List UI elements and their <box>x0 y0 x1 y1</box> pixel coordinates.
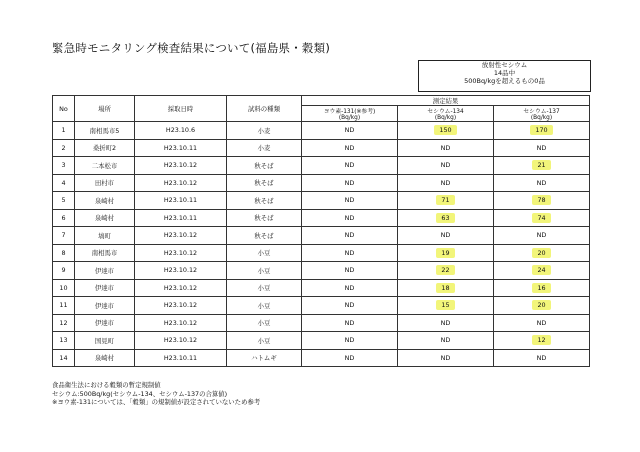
cell-cs134 <box>398 314 494 332</box>
cell-place-value: 国見町 <box>94 336 115 345</box>
cell-place-value: 伊達市 <box>94 284 115 293</box>
cell-no-value: 14 <box>59 353 68 362</box>
header-cs137-label: セシウム-137 <box>523 109 560 115</box>
cell-date <box>135 192 227 210</box>
footnote-line-3: ※ヨウ素-131については、「穀類」の規制値が設定されていないため参考 <box>52 398 261 407</box>
cell-iodine <box>302 227 398 245</box>
cell-iodine-value: ND <box>344 213 355 222</box>
cell-cs137-value: 24 <box>532 265 550 275</box>
cell-date <box>135 139 227 157</box>
cell-place <box>75 209 135 227</box>
cell-no <box>53 262 75 280</box>
cell-date-value: H23.10.12 <box>163 318 198 327</box>
cell-cs137 <box>494 244 590 262</box>
cell-date <box>135 209 227 227</box>
results-body <box>53 122 590 367</box>
header-cs134 <box>398 106 494 122</box>
cell-iodine <box>302 174 398 192</box>
cell-date <box>135 122 227 140</box>
cell-iodine <box>302 349 398 367</box>
cell-date-value: H23.10.6 <box>165 126 196 135</box>
cell-place-value: 塙町 <box>98 231 111 240</box>
cell-place <box>75 332 135 350</box>
cell-cs137-value: 20 <box>532 300 550 310</box>
cell-iodine <box>302 139 398 157</box>
cell-sample <box>227 139 302 157</box>
cell-cs137 <box>494 297 590 315</box>
cell-cs134 <box>398 349 494 367</box>
cell-place <box>75 349 135 367</box>
cell-iodine-value: ND <box>344 126 355 135</box>
summary-line-3: 500Bq/kgを超えるもの0品 <box>464 77 545 85</box>
cell-cs134 <box>398 297 494 315</box>
header-iodine-unit: (Bq/kg) <box>338 115 361 121</box>
cell-place <box>75 227 135 245</box>
cell-no <box>53 139 75 157</box>
cell-place <box>75 244 135 262</box>
cell-date-value: H23.10.12 <box>163 161 198 170</box>
cell-place <box>75 122 135 140</box>
cell-date <box>135 297 227 315</box>
cell-cs137-value: ND <box>536 143 547 152</box>
cell-no-value: 7 <box>61 231 66 240</box>
cell-no-value: 12 <box>59 318 68 327</box>
header-measured: 測定結果 <box>302 96 590 106</box>
cell-cs134 <box>398 244 494 262</box>
cell-cs137 <box>494 139 590 157</box>
cell-cs137 <box>494 122 590 140</box>
cell-iodine <box>302 192 398 210</box>
cell-date <box>135 349 227 367</box>
cell-no <box>53 157 75 175</box>
cell-iodine-value: ND <box>344 353 355 362</box>
cell-cs134 <box>398 139 494 157</box>
cell-iodine <box>302 157 398 175</box>
cell-no <box>53 349 75 367</box>
cell-iodine-value: ND <box>344 266 355 275</box>
cell-iodine <box>302 262 398 280</box>
cell-iodine <box>302 244 398 262</box>
cell-iodine-value: ND <box>344 231 355 240</box>
cell-cs134-value: ND <box>440 231 451 240</box>
cell-cs134 <box>398 157 494 175</box>
cell-sample-value: 小豆 <box>257 266 271 275</box>
cell-no <box>53 227 75 245</box>
cell-date-value: H23.10.11 <box>163 143 198 152</box>
cell-place-value: 泉崎村 <box>94 214 115 223</box>
cell-date-value: H23.10.11 <box>163 353 198 362</box>
cell-date <box>135 279 227 297</box>
cell-cs134-value: 71 <box>436 195 454 205</box>
cell-date <box>135 244 227 262</box>
cell-cs134-value: ND <box>440 318 451 327</box>
cell-sample <box>227 157 302 175</box>
cell-cs134 <box>398 209 494 227</box>
header-no: No <box>53 96 75 122</box>
cell-no-value: 5 <box>61 196 66 205</box>
cell-place-value: 伊達市 <box>94 301 115 310</box>
table-row <box>53 332 590 350</box>
cell-place <box>75 157 135 175</box>
cell-place <box>75 192 135 210</box>
cell-cs137-value: ND <box>536 318 547 327</box>
table-row <box>53 139 590 157</box>
cell-sample <box>227 174 302 192</box>
cell-no-value: 1 <box>61 126 66 135</box>
cell-iodine <box>302 314 398 332</box>
footnote-line-1: 食品衛生法における穀類の暫定規制値 <box>52 381 161 389</box>
cell-cs134 <box>398 192 494 210</box>
cell-sample <box>227 244 302 262</box>
cell-cs134-value: 150 <box>434 125 456 135</box>
cell-cs134-value: 19 <box>436 248 454 258</box>
cell-cs137-value: 21 <box>532 160 550 170</box>
table-row <box>53 227 590 245</box>
summary-line-2: 14品中 <box>493 69 516 77</box>
cell-cs137 <box>494 314 590 332</box>
header-cs134-label: セシウム-134 <box>427 109 464 115</box>
cell-place-value: 泉崎村 <box>94 354 115 363</box>
cell-cs137 <box>494 262 590 280</box>
cell-cs134-value: 15 <box>436 300 454 310</box>
cell-no-value: 10 <box>59 283 68 292</box>
cell-date-value: H23.10.12 <box>163 266 198 275</box>
cell-date <box>135 262 227 280</box>
cell-cs137 <box>494 209 590 227</box>
cell-cs134 <box>398 279 494 297</box>
cell-sample <box>227 227 302 245</box>
cell-no-value: 11 <box>59 301 68 310</box>
cell-iodine <box>302 297 398 315</box>
cell-cs134-value: 22 <box>436 265 454 275</box>
cell-place-value: 伊達市 <box>94 319 115 328</box>
header-iodine <box>302 106 398 122</box>
header-cs134-unit: (Bq/kg) <box>434 115 457 121</box>
cell-iodine-value: ND <box>344 318 355 327</box>
cell-cs137 <box>494 349 590 367</box>
cell-no-value: 4 <box>61 178 66 187</box>
cell-cs134-value: ND <box>440 161 451 170</box>
table-row <box>53 349 590 367</box>
cell-cs137-value: 78 <box>532 195 550 205</box>
cell-place <box>75 174 135 192</box>
cell-iodine-value: ND <box>344 178 355 187</box>
cell-sample <box>227 262 302 280</box>
cell-no-value: 8 <box>61 248 66 257</box>
cell-iodine-value: ND <box>344 196 355 205</box>
cell-iodine-value: ND <box>344 161 355 170</box>
summary-box <box>418 60 591 92</box>
cell-no-value: 2 <box>61 143 66 152</box>
cell-place <box>75 314 135 332</box>
cell-place-value: 泉崎村 <box>94 196 115 205</box>
cell-no <box>53 279 75 297</box>
cell-cs134 <box>398 332 494 350</box>
table-row <box>53 314 590 332</box>
cell-place-value: 桑折町2 <box>92 144 117 153</box>
cell-cs134 <box>398 122 494 140</box>
summary-line-1: 放射性セシウム <box>481 61 528 69</box>
cell-date-value: H23.10.12 <box>163 248 198 257</box>
cell-sample-value: 秋そば <box>254 214 274 223</box>
cell-place-value: 南相馬市5 <box>89 126 120 135</box>
cell-cs137 <box>494 227 590 245</box>
cell-iodine-value: ND <box>344 143 355 152</box>
cell-sample <box>227 122 302 140</box>
cell-cs134-value: ND <box>440 143 451 152</box>
cell-date-value: H23.10.12 <box>163 231 198 240</box>
cell-date-value: H23.10.11 <box>163 213 198 222</box>
cell-date <box>135 157 227 175</box>
page-title: 緊急時モニタリング検査結果について(福島県・穀類) <box>52 41 331 55</box>
cell-no <box>53 174 75 192</box>
cell-cs134 <box>398 174 494 192</box>
cell-date <box>135 314 227 332</box>
cell-sample <box>227 349 302 367</box>
cell-sample-value: 小豆 <box>257 336 271 345</box>
cell-place-value: 伊達市 <box>94 266 115 275</box>
table-row <box>53 192 590 210</box>
cell-no <box>53 209 75 227</box>
cell-cs137-value: 12 <box>532 335 550 345</box>
cell-date-value: H23.10.12 <box>163 336 198 345</box>
cell-cs137 <box>494 332 590 350</box>
cell-cs134-value: ND <box>440 178 451 187</box>
cell-sample-value: 秋そば <box>254 179 274 188</box>
cell-no-value: 13 <box>59 336 68 345</box>
cell-iodine-value: ND <box>344 283 355 292</box>
cell-iodine <box>302 332 398 350</box>
cell-place <box>75 262 135 280</box>
cell-cs137-value: 170 <box>530 125 552 135</box>
header-place: 場所 <box>75 96 135 122</box>
cell-cs137-value: ND <box>536 231 547 240</box>
cell-cs137-value: ND <box>536 178 547 187</box>
cell-sample <box>227 297 302 315</box>
cell-sample-value: 小豆 <box>257 284 271 293</box>
cell-sample-value: ハトムギ <box>251 354 277 363</box>
cell-no-value: 9 <box>61 266 66 275</box>
cell-sample-value: 秋そば <box>254 231 274 240</box>
header-date: 採取日時 <box>135 96 227 122</box>
cell-place-value: 田村市 <box>94 179 115 188</box>
table-row <box>53 262 590 280</box>
cell-place <box>75 297 135 315</box>
cell-cs134-value: ND <box>440 336 451 345</box>
cell-iodine <box>302 209 398 227</box>
cell-cs137 <box>494 192 590 210</box>
cell-no <box>53 122 75 140</box>
header-cs137-unit: (Bq/kg) <box>530 115 553 121</box>
cell-cs137-value: ND <box>536 353 547 362</box>
cell-iodine <box>302 122 398 140</box>
cell-cs134 <box>398 262 494 280</box>
header-sample: 試料の種類 <box>227 96 302 122</box>
table-row <box>53 297 590 315</box>
cell-sample-value: 小豆 <box>257 249 271 258</box>
cell-cs134 <box>398 227 494 245</box>
table-row <box>53 157 590 175</box>
cell-date-value: H23.10.12 <box>163 283 198 292</box>
cell-no-value: 3 <box>61 161 66 170</box>
cell-cs137-value: 20 <box>532 248 550 258</box>
table-row <box>53 244 590 262</box>
header-iodine-label: ヨウ素-131(※参考) <box>323 109 376 115</box>
cell-sample <box>227 314 302 332</box>
cell-date-value: H23.10.11 <box>163 196 198 205</box>
cell-place <box>75 279 135 297</box>
header-cs137 <box>494 106 590 122</box>
cell-sample-value: 小豆 <box>257 319 271 328</box>
cell-no-value: 6 <box>61 213 66 222</box>
table-row <box>53 279 590 297</box>
cell-sample <box>227 209 302 227</box>
cell-no <box>53 297 75 315</box>
cell-no <box>53 332 75 350</box>
cell-place-value: 南相馬市 <box>91 249 118 258</box>
table-row <box>53 174 590 192</box>
table-row <box>53 209 590 227</box>
footnotes <box>52 381 260 407</box>
cell-iodine-value: ND <box>344 301 355 310</box>
cell-place-value: 二本松市 <box>91 161 118 170</box>
cell-sample-value: 秋そば <box>254 196 274 205</box>
cell-date <box>135 332 227 350</box>
footnote-line-2: セシウム:500Bq/kg(セシウム-134、セシウム-137の合算値) <box>52 389 228 398</box>
cell-iodine-value: ND <box>344 336 355 345</box>
cell-sample-value: 秋そば <box>254 161 274 170</box>
results-table <box>52 95 590 367</box>
cell-iodine-value: ND <box>344 248 355 257</box>
cell-sample-value: 小麦 <box>257 144 271 153</box>
cell-date <box>135 174 227 192</box>
cell-date-value: H23.10.12 <box>163 178 198 187</box>
cell-cs134-value: 18 <box>436 283 454 293</box>
cell-cs137-value: 74 <box>532 213 550 223</box>
cell-sample-value: 小豆 <box>257 301 271 310</box>
cell-no <box>53 244 75 262</box>
cell-iodine <box>302 279 398 297</box>
cell-place <box>75 139 135 157</box>
cell-no <box>53 192 75 210</box>
cell-cs137 <box>494 279 590 297</box>
cell-sample <box>227 192 302 210</box>
cell-cs137-value: 16 <box>532 283 550 293</box>
cell-cs137 <box>494 174 590 192</box>
cell-cs134-value: ND <box>440 353 451 362</box>
cell-sample <box>227 332 302 350</box>
cell-sample <box>227 279 302 297</box>
cell-cs137 <box>494 157 590 175</box>
table-row <box>53 122 590 140</box>
cell-sample-value: 小麦 <box>257 126 271 135</box>
cell-cs134-value: 63 <box>436 213 454 223</box>
cell-date <box>135 227 227 245</box>
cell-date-value: H23.10.12 <box>163 301 198 310</box>
cell-no <box>53 314 75 332</box>
